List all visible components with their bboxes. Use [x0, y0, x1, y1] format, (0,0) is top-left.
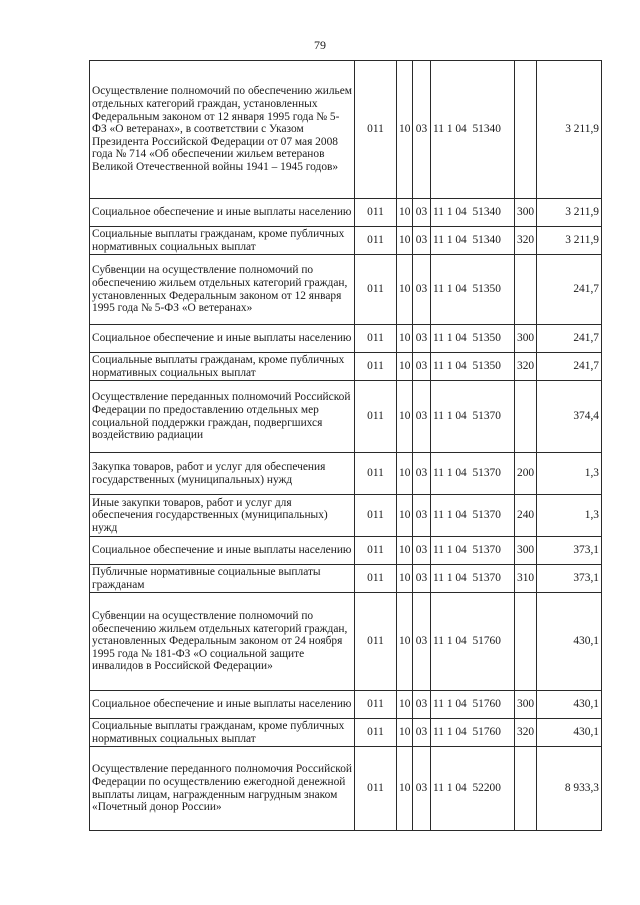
ministry-code-cell: 011	[355, 325, 397, 353]
expense-type-cell: 320	[515, 227, 537, 255]
target-article-cell: 11 1 04 51370	[431, 537, 515, 565]
subsection-code-cell: 03	[413, 325, 431, 353]
ministry-code-cell: 011	[355, 199, 397, 227]
expense-type-cell: 320	[515, 719, 537, 747]
expense-name-cell: Субвенции на осуществление полномочий по обеспечению жильем отдельных категорий граждан, установленных Федеральным законом от 12 января 1995 года № 5-ФЗ «О ветеранах»	[90, 255, 355, 325]
ministry-code-cell: 011	[355, 495, 397, 537]
amount-cell: 430,1	[537, 719, 602, 747]
amount-cell: 3 211,9	[537, 61, 602, 199]
table-row	[90, 747, 602, 831]
section-code-cell: 10	[397, 495, 413, 537]
ministry-code-cell: 011	[355, 381, 397, 453]
target-article-cell: 11 1 04 51370	[431, 381, 515, 453]
ministry-code-cell: 011	[355, 565, 397, 593]
target-article-cell: 11 1 04 51350	[431, 325, 515, 353]
section-code-cell: 10	[397, 325, 413, 353]
budget-table-body	[90, 61, 602, 831]
expense-name-cell: Социальные выплаты гражданам, кроме публичных нормативных социальных выплат	[90, 719, 355, 747]
expense-type-cell: 240	[515, 495, 537, 537]
section-code-cell: 10	[397, 537, 413, 565]
section-code-cell: 10	[397, 453, 413, 495]
subsection-code-cell: 03	[413, 353, 431, 381]
amount-cell: 3 211,9	[537, 227, 602, 255]
expense-type-cell: 300	[515, 325, 537, 353]
expense-name-cell: Социальное обеспечение и иные выплаты населению	[90, 691, 355, 719]
target-article-cell: 11 1 04 51760	[431, 593, 515, 691]
subsection-code-cell: 03	[413, 719, 431, 747]
table-row	[90, 199, 602, 227]
subsection-code-cell: 03	[413, 691, 431, 719]
amount-cell: 3 211,9	[537, 199, 602, 227]
subsection-code-cell: 03	[413, 565, 431, 593]
expense-name-cell: Социальное обеспечение и иные выплаты населению	[90, 325, 355, 353]
subsection-code-cell: 03	[413, 61, 431, 199]
section-code-cell: 10	[397, 199, 413, 227]
table-row	[90, 593, 602, 691]
expense-type-cell: 300	[515, 537, 537, 565]
subsection-code-cell: 03	[413, 227, 431, 255]
section-code-cell: 10	[397, 353, 413, 381]
expense-type-cell	[515, 593, 537, 691]
budget-table	[89, 60, 602, 831]
amount-cell: 1,3	[537, 453, 602, 495]
amount-cell: 374,4	[537, 381, 602, 453]
table-row	[90, 61, 602, 199]
subsection-code-cell: 03	[413, 537, 431, 565]
table-row	[90, 381, 602, 453]
section-code-cell: 10	[397, 61, 413, 199]
ministry-code-cell: 011	[355, 353, 397, 381]
table-row	[90, 353, 602, 381]
section-code-cell: 10	[397, 565, 413, 593]
section-code-cell: 10	[397, 227, 413, 255]
amount-cell: 373,1	[537, 537, 602, 565]
expense-type-cell: 200	[515, 453, 537, 495]
target-article-cell: 11 1 04 51340	[431, 227, 515, 255]
ministry-code-cell: 011	[355, 227, 397, 255]
ministry-code-cell: 011	[355, 593, 397, 691]
page-number: 79	[314, 38, 326, 52]
expense-type-cell	[515, 381, 537, 453]
expense-type-cell: 300	[515, 199, 537, 227]
section-code-cell: 10	[397, 747, 413, 831]
amount-cell: 241,7	[537, 255, 602, 325]
ministry-code-cell: 011	[355, 691, 397, 719]
expense-name-cell: Осуществление полномочий по обеспечению жильем отдельных категорий граждан, установленных Федеральным законом от 12 января 1995 года № 5-ФЗ «О ветеранах», в соответствии с Указом Президента Российской Федерации от 07 мая 2008 года № 714 «Об обеспечении жильем ветеранов Великой Отечественной войны 1941 – 1945 годов»	[90, 61, 355, 199]
expense-type-cell: 320	[515, 353, 537, 381]
expense-type-cell	[515, 255, 537, 325]
ministry-code-cell: 011	[355, 453, 397, 495]
amount-cell: 1,3	[537, 495, 602, 537]
subsection-code-cell: 03	[413, 593, 431, 691]
expense-name-cell: Социальное обеспечение и иные выплаты населению	[90, 537, 355, 565]
table-row	[90, 453, 602, 495]
section-code-cell: 10	[397, 255, 413, 325]
ministry-code-cell: 011	[355, 61, 397, 199]
expense-type-cell: 300	[515, 691, 537, 719]
table-row	[90, 255, 602, 325]
subsection-code-cell: 03	[413, 495, 431, 537]
target-article-cell: 11 1 04 51370	[431, 453, 515, 495]
section-code-cell: 10	[397, 593, 413, 691]
target-article-cell: 11 1 04 52200	[431, 747, 515, 831]
expense-name-cell: Закупка товаров, работ и услуг для обеспечения государственных (муниципальных) нужд	[90, 453, 355, 495]
target-article-cell: 11 1 04 51340	[431, 199, 515, 227]
ministry-code-cell: 011	[355, 719, 397, 747]
amount-cell: 241,7	[537, 325, 602, 353]
expense-name-cell: Социальные выплаты гражданам, кроме публичных нормативных социальных выплат	[90, 227, 355, 255]
amount-cell: 373,1	[537, 565, 602, 593]
section-code-cell: 10	[397, 381, 413, 453]
target-article-cell: 11 1 04 51350	[431, 255, 515, 325]
expense-type-cell: 310	[515, 565, 537, 593]
ministry-code-cell: 011	[355, 255, 397, 325]
target-article-cell: 11 1 04 51340	[431, 61, 515, 199]
expense-name-cell: Публичные нормативные социальные выплаты гражданам	[90, 565, 355, 593]
target-article-cell: 11 1 04 51760	[431, 719, 515, 747]
expense-name-cell: Осуществление переданных полномочий Российской Федерации по предоставлению отдельных мер социальной поддержки граждан, подвергшихся воздействию радиации	[90, 381, 355, 453]
expense-name-cell: Социальное обеспечение и иные выплаты населению	[90, 199, 355, 227]
table-row	[90, 227, 602, 255]
amount-cell: 430,1	[537, 691, 602, 719]
target-article-cell: 11 1 04 51760	[431, 691, 515, 719]
table-row	[90, 565, 602, 593]
target-article-cell: 11 1 04 51350	[431, 353, 515, 381]
amount-cell: 8 933,3	[537, 747, 602, 831]
table-row	[90, 495, 602, 537]
subsection-code-cell: 03	[413, 255, 431, 325]
ministry-code-cell: 011	[355, 537, 397, 565]
section-code-cell: 10	[397, 691, 413, 719]
table-row	[90, 325, 602, 353]
table-row	[90, 691, 602, 719]
expense-name-cell: Субвенции на осуществление полномочий по обеспечению жильем отдельных категорий граждан, установленных Федеральным законом от 24 ноября 1995 года № 181-ФЗ «О социальной защите инвалидов в Российской Федерации»	[90, 593, 355, 691]
amount-cell: 430,1	[537, 593, 602, 691]
amount-cell: 241,7	[537, 353, 602, 381]
subsection-code-cell: 03	[413, 381, 431, 453]
subsection-code-cell: 03	[413, 453, 431, 495]
table-row	[90, 719, 602, 747]
expense-name-cell: Социальные выплаты гражданам, кроме публичных нормативных социальных выплат	[90, 353, 355, 381]
expense-name-cell: Осуществление переданного полномочия Российской Федерации по осуществлению ежегодной денежной выплаты лицам, награжденным нагрудным знаком «Почетный донор России»	[90, 747, 355, 831]
table-row	[90, 537, 602, 565]
ministry-code-cell: 011	[355, 747, 397, 831]
expense-name-cell: Иные закупки товаров, работ и услуг для обеспечения государственных (муниципальных) нужд	[90, 495, 355, 537]
expense-type-cell	[515, 61, 537, 199]
subsection-code-cell: 03	[413, 747, 431, 831]
subsection-code-cell: 03	[413, 199, 431, 227]
target-article-cell: 11 1 04 51370	[431, 495, 515, 537]
section-code-cell: 10	[397, 719, 413, 747]
target-article-cell: 11 1 04 51370	[431, 565, 515, 593]
expense-type-cell	[515, 747, 537, 831]
